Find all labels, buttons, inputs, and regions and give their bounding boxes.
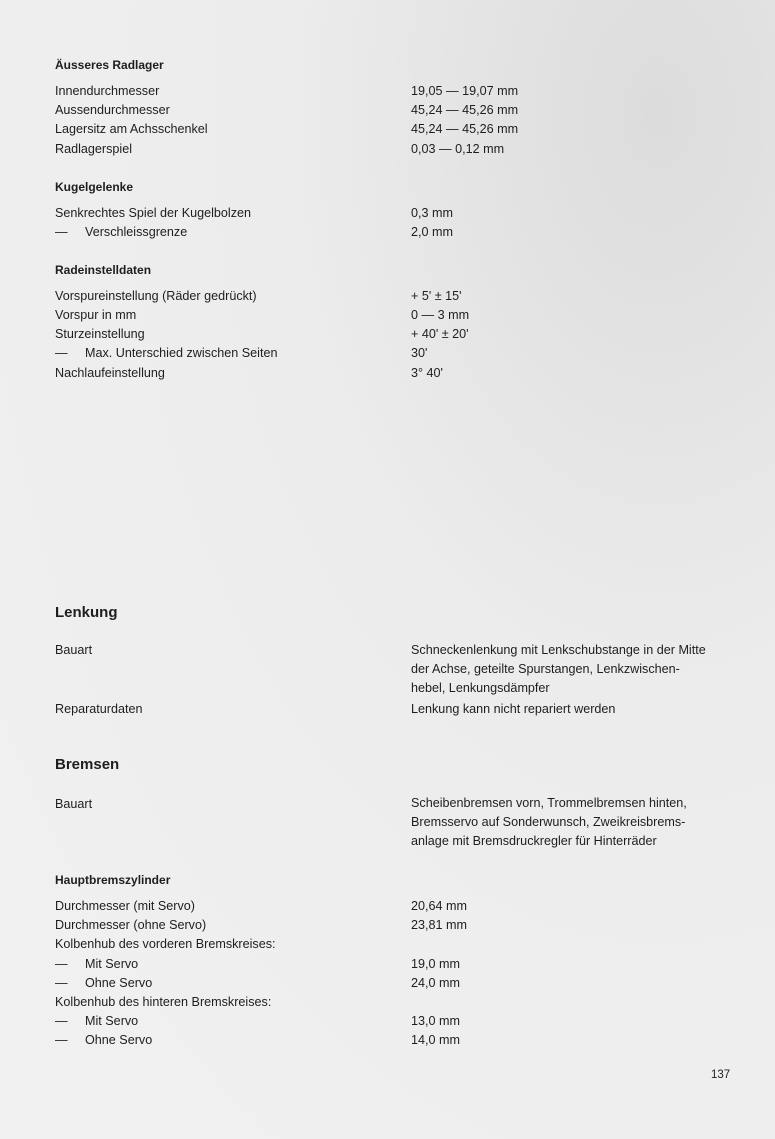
- spec-label: Reparaturdaten: [55, 702, 143, 716]
- spec-label: Aussendurchmesser: [55, 103, 170, 117]
- spec-label: Durchmesser (mit Servo): [55, 899, 195, 913]
- spec-label-text: Ohne Servo: [85, 976, 153, 990]
- spec-value: 2,0 mm: [411, 225, 453, 239]
- section-heading-hauptbremszylinder: Hauptbremszylinder: [55, 873, 171, 887]
- section-heading-lenkung: Lenkung: [55, 604, 118, 621]
- section-heading-radeinstelldaten: Radeinstelldaten: [55, 263, 152, 277]
- spec-value: 45,24 — 45,26 mm: [411, 122, 519, 136]
- spec-value-line: Bremsservo auf Sonderwunsch, Zweikreisbrems-: [411, 815, 686, 829]
- spec-label: [55, 1032, 152, 1048]
- spec-label-text: Ohne Servo: [85, 1033, 153, 1047]
- spec-value: 0 — 3 mm: [411, 308, 470, 322]
- spec-value: Lenkung kann nicht repariert werden: [411, 702, 616, 716]
- spec-label: Lagersitz am Achsschenkel: [55, 122, 208, 136]
- spec-label: Innendurchmesser: [55, 84, 160, 98]
- spec-value: 0,3 mm: [411, 206, 453, 220]
- spec-value: 19,0 mm: [411, 957, 460, 971]
- spec-label: Vorspur in mm: [55, 308, 137, 322]
- section-heading-kugelgelenke: Kugelgelenke: [55, 180, 134, 194]
- dash: —: [55, 1014, 68, 1028]
- spec-value-line: Schneckenlenkung mit Lenkschubstange in der Mitte: [411, 643, 706, 657]
- spec-value: 14,0 mm: [411, 1033, 460, 1047]
- spec-value: 13,0 mm: [411, 1014, 460, 1028]
- spec-label-text: Mit Servo: [85, 957, 139, 971]
- spec-value: 45,24 — 45,26 mm: [411, 103, 519, 117]
- spec-label: [55, 975, 152, 991]
- spec-value: + 40' ± 20': [411, 327, 469, 341]
- spec-label-text: Max. Unterschied zwischen Seiten: [85, 346, 278, 360]
- spec-value-line: Scheibenbremsen vorn, Trommelbremsen hinten,: [411, 796, 687, 810]
- spec-value-line: hebel, Lenkungsdämpfer: [411, 681, 550, 695]
- dash: —: [55, 346, 68, 360]
- spec-value-line: der Achse, geteilte Spurstangen, Lenkzwischen-: [411, 662, 680, 676]
- page-number: 137: [711, 1069, 731, 1081]
- spec-value-line: anlage mit Bremsdruckregler für Hinterräder: [411, 834, 657, 848]
- spec-label: Senkrechtes Spiel der Kugelbolzen: [55, 206, 252, 220]
- dash: —: [55, 1033, 68, 1047]
- spec-value: + 5' ± 15': [411, 289, 462, 303]
- dash: —: [55, 957, 68, 971]
- spec-label: [55, 345, 278, 361]
- spec-value: 3° 40': [411, 366, 443, 380]
- dash: —: [55, 976, 68, 990]
- spec-label: Kolbenhub des hinteren Bremskreises:: [55, 995, 272, 1009]
- spec-label-text: Mit Servo: [85, 1014, 139, 1028]
- spec-label: Bauart: [55, 797, 93, 811]
- spec-value: 0,03 — 0,12 mm: [411, 142, 505, 156]
- spec-label: [55, 224, 187, 240]
- spec-label: Bauart: [55, 643, 93, 657]
- spec-label: Nachlaufeinstellung: [55, 366, 165, 380]
- spec-label: Durchmesser (ohne Servo): [55, 918, 207, 932]
- dash: —: [55, 225, 68, 239]
- spec-value: 19,05 — 19,07 mm: [411, 84, 519, 98]
- spec-value: 23,81 mm: [411, 918, 467, 932]
- spec-label: Sturzeinstellung: [55, 327, 145, 341]
- spec-value: 24,0 mm: [411, 976, 460, 990]
- spec-label: Vorspureinstellung (Räder gedrückt): [55, 289, 257, 303]
- spec-label: [55, 1013, 138, 1029]
- spec-value: 20,64 mm: [411, 899, 467, 913]
- spec-value: 30': [411, 346, 428, 360]
- spec-label: [55, 956, 138, 972]
- section-heading-radlager: Äusseres Radlager: [55, 58, 164, 72]
- spec-label: Radlagerspiel: [55, 142, 133, 156]
- spec-label: Kolbenhub des vorderen Bremskreises:: [55, 937, 276, 951]
- spec-label-text: Verschleissgrenze: [85, 225, 188, 239]
- section-heading-bremsen: Bremsen: [55, 756, 120, 773]
